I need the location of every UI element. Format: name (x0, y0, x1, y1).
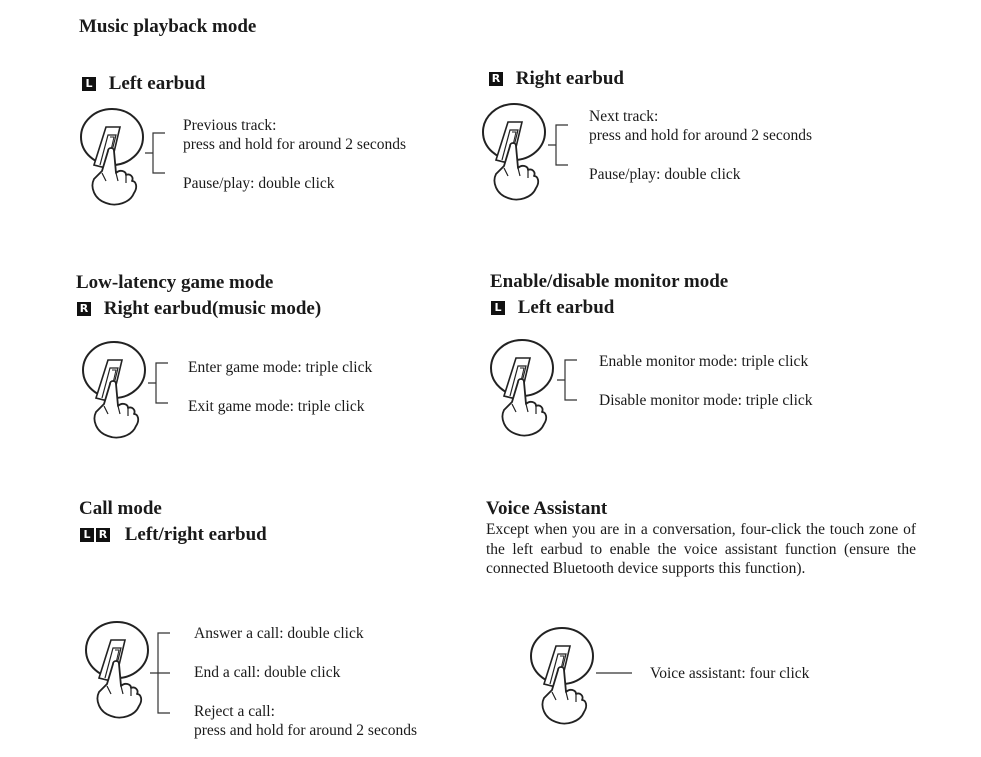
monitor-earbud-label: Left earbud (517, 297, 615, 318)
voice-assistant-action: Voice assistant: four click (650, 665, 810, 682)
music-right-label: Right earbud (515, 68, 624, 89)
earbud-touch-icon (530, 626, 630, 736)
voice-section-title: Voice Assistant (486, 498, 608, 519)
call-heading (80, 524, 267, 546)
left-badge-icon: L (491, 301, 505, 315)
monitor-enable: Enable monitor mode: triple click (599, 353, 809, 370)
monitor-heading (491, 297, 614, 319)
music-left-prev-desc: press and hold for around 2 seconds (183, 136, 406, 153)
music-right-pause: Pause/play: double click (589, 166, 741, 183)
music-left-prev-label: Previous track: (183, 117, 277, 134)
call-section-title: Call mode (79, 498, 162, 519)
right-badge-icon: R (489, 72, 503, 86)
music-right-next-label: Next track: (589, 108, 659, 125)
music-left-heading (82, 73, 205, 95)
music-left-pause: Pause/play: double click (183, 175, 335, 192)
game-exit: Exit game mode: triple click (188, 398, 365, 415)
right-badge-icon: R (77, 302, 91, 316)
music-left-label: Left earbud (108, 73, 206, 94)
call-reject-desc: press and hold for around 2 seconds (194, 722, 417, 739)
right-badge-icon: R (96, 528, 110, 542)
left-badge-icon: L (82, 77, 96, 91)
voice-description: Except when you are in a conversation, four-click the touch zone of the left earbud to enable the voice assistant function (ensure the connected Bluetooth device supports this function). (486, 521, 916, 577)
monitor-disable: Disable monitor mode: triple click (599, 392, 813, 409)
game-section-title: Low-latency game mode (76, 272, 274, 293)
bracket-icon (145, 130, 185, 180)
bracket-icon (557, 357, 597, 407)
bracket-icon (148, 360, 188, 410)
bracket-icon (150, 630, 190, 720)
game-enter: Enter game mode: triple click (188, 359, 373, 376)
game-earbud-label: Right earbud(music mode) (103, 298, 322, 319)
call-reject-label: Reject a call: (194, 703, 275, 720)
call-end: End a call: double click (194, 664, 341, 681)
pointer-line-icon (596, 668, 636, 678)
call-earbud-label: Left/right earbud (124, 524, 267, 545)
music-section-title: Music playback mode (79, 16, 257, 37)
left-badge-icon: L (80, 528, 94, 542)
monitor-section-title: Enable/disable monitor mode (490, 271, 729, 292)
music-right-next-desc: press and hold for around 2 seconds (589, 127, 812, 144)
call-answer: Answer a call: double click (194, 625, 364, 642)
music-right-heading (489, 68, 624, 90)
game-heading (77, 298, 321, 320)
bracket-icon (548, 122, 588, 172)
